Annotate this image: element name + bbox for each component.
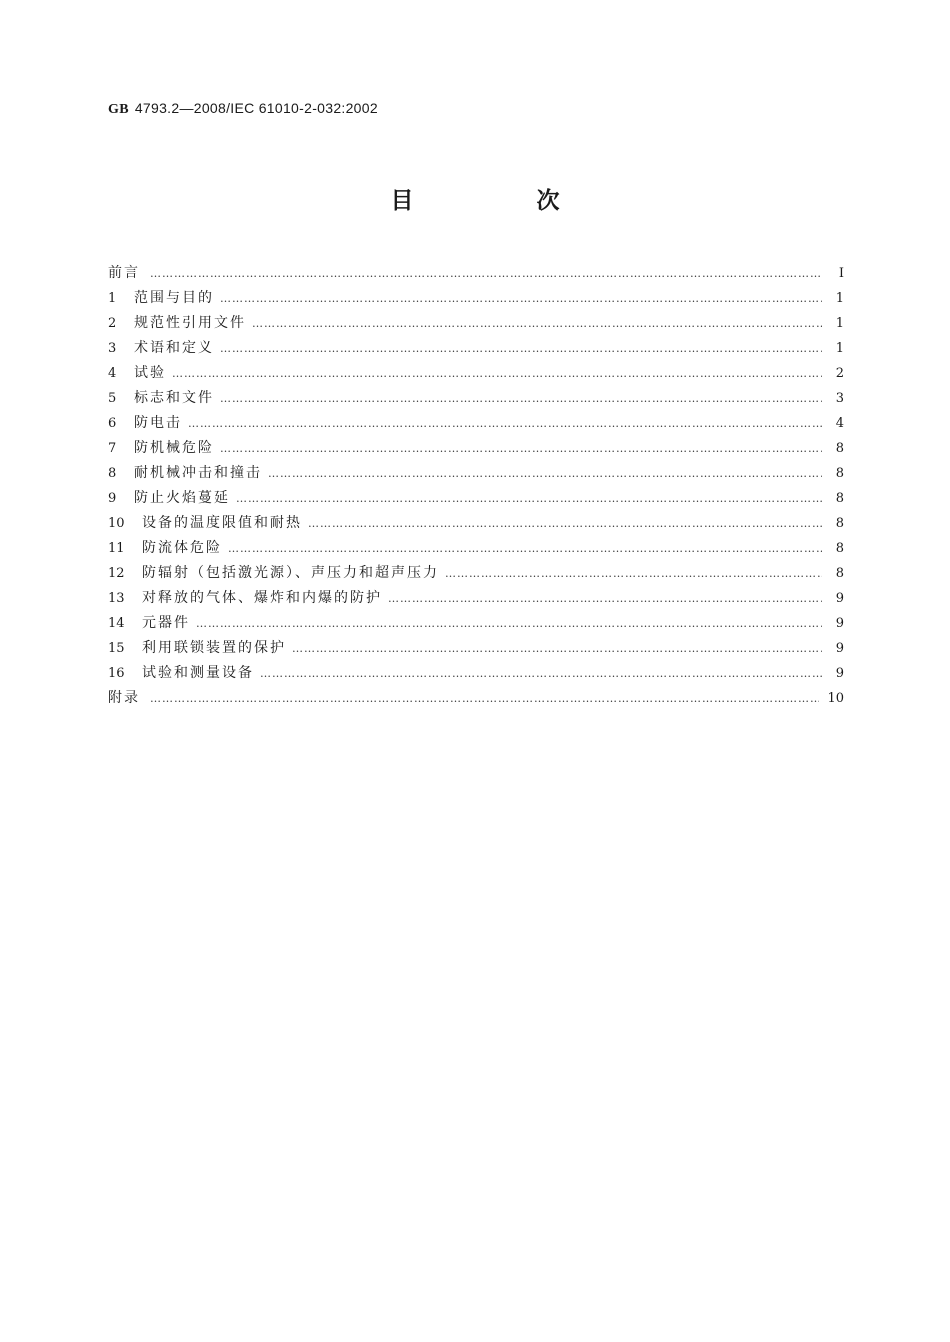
- toc-leader-dots: [220, 442, 822, 455]
- toc-entry[interactable]: [108, 487, 844, 512]
- toc-entry-number: 1: [108, 291, 117, 306]
- toc-entry-label: 元器件: [142, 615, 190, 631]
- toc-entry-page: 8: [835, 466, 844, 481]
- toc-entry-number: 16: [108, 666, 125, 681]
- toc-entry-number: 3: [108, 341, 117, 356]
- toc-entry-page: 8: [835, 566, 844, 581]
- toc-entry[interactable]: [108, 412, 844, 437]
- toc-entry-label: 防电击: [134, 415, 182, 431]
- toc-entry-label: 标志和文件: [134, 390, 214, 406]
- toc-entry-number: 13: [108, 591, 125, 606]
- toc-entry-page: 8: [835, 441, 844, 456]
- toc-entry[interactable]: [108, 512, 844, 537]
- toc-entry-page: 8: [835, 491, 844, 506]
- toc-entry[interactable]: [108, 387, 844, 412]
- toc-entry-number: 15: [108, 641, 125, 656]
- toc-entry-number: 4: [108, 366, 117, 381]
- toc-entry[interactable]: [108, 362, 844, 387]
- toc-entry[interactable]: [108, 537, 844, 562]
- toc-entry[interactable]: [108, 462, 844, 487]
- toc-entry[interactable]: [108, 312, 844, 337]
- standard-prefix: GB: [108, 102, 129, 117]
- toc-entry-page: 9: [835, 641, 844, 656]
- toc-entry[interactable]: [108, 337, 844, 362]
- toc-leader-dots: [252, 317, 822, 330]
- toc-entry-page: 10: [827, 691, 844, 706]
- toc-entry-label: 利用联锁装置的保护: [142, 640, 286, 656]
- toc-entry-page: 1: [835, 316, 844, 331]
- toc-leader-dots: [388, 592, 822, 605]
- toc-leader-dots: [445, 567, 822, 580]
- toc-entry-page: 2: [835, 366, 844, 381]
- toc-entry-page: 1: [835, 291, 844, 306]
- toc-leader-dots: [150, 267, 822, 280]
- toc-leader-dots: [220, 342, 822, 355]
- standard-identifier: [108, 100, 378, 118]
- toc-title: 目 次: [390, 188, 610, 214]
- toc-entry-label: 规范性引用文件: [134, 315, 246, 331]
- toc-entry[interactable]: [108, 612, 844, 637]
- toc-entry-number: 12: [108, 566, 125, 581]
- toc-entry-label: 范围与目的: [134, 290, 214, 306]
- toc-leader-dots: [268, 467, 822, 480]
- toc-entry[interactable]: [108, 287, 844, 312]
- toc-entry[interactable]: [108, 562, 844, 587]
- toc-entry-label: 设备的温度限值和耐热: [142, 515, 302, 531]
- toc-entry[interactable]: [108, 437, 844, 462]
- toc-entry-page: 8: [835, 541, 844, 556]
- toc-entry-page: 3: [835, 391, 844, 406]
- toc-entry-number: 5: [108, 391, 117, 406]
- toc-entry[interactable]: [108, 687, 844, 712]
- toc-entry-number: 10: [108, 516, 125, 531]
- toc-entry-label: 术语和定义: [134, 340, 214, 356]
- toc-entry-label: 试验: [134, 365, 166, 381]
- toc-entry-label: 附录: [108, 690, 140, 706]
- toc-leader-dots: [196, 617, 822, 630]
- toc-leader-dots: [260, 667, 822, 680]
- toc-entry[interactable]: [108, 587, 844, 612]
- toc-entry-label: 试验和测量设备: [142, 665, 254, 681]
- toc-entry-number: 2: [108, 316, 117, 331]
- toc-entry-number: 7: [108, 441, 117, 456]
- standard-number: 4793.2—2008/IEC 61010-2-032:2002: [134, 100, 378, 116]
- toc-entry-page: 9: [835, 666, 844, 681]
- toc-entry-label: 防机械危险: [134, 440, 214, 456]
- toc-entry-label: 防流体危险: [142, 540, 222, 556]
- toc-leader-dots: [228, 542, 822, 555]
- toc-entry-page: 1: [835, 341, 844, 356]
- toc-leader-dots: [150, 692, 819, 705]
- toc-leader-dots: [308, 517, 822, 530]
- toc-entry-page: 9: [835, 591, 844, 606]
- table-of-contents: [108, 262, 844, 712]
- toc-entry-number: 14: [108, 616, 125, 631]
- toc-entry-page: 4: [835, 416, 844, 431]
- toc-entry-page: 8: [835, 516, 844, 531]
- toc-leader-dots: [220, 292, 822, 305]
- toc-entry[interactable]: [108, 662, 844, 687]
- toc-entry-page: I: [838, 266, 844, 281]
- toc-entry-number: 8: [108, 466, 117, 481]
- toc-entry-label: 前言: [108, 265, 140, 281]
- toc-leader-dots: [292, 642, 822, 655]
- toc-leader-dots: [236, 492, 822, 505]
- toc-entry[interactable]: [108, 262, 844, 287]
- toc-entry-label: 对释放的气体、爆炸和内爆的防护: [142, 590, 382, 606]
- toc-entry-number: 11: [108, 541, 125, 556]
- toc-entry-label: 防辐射（包括激光源）、声压力和超声压力: [142, 565, 439, 581]
- toc-entry-number: 6: [108, 416, 117, 431]
- toc-leader-dots: [172, 367, 822, 380]
- toc-entry-page: 9: [835, 616, 844, 631]
- toc-leader-dots: [220, 392, 822, 405]
- toc-entry-label: 防止火焰蔓延: [134, 490, 230, 506]
- toc-entry-number: 9: [108, 491, 117, 506]
- toc-leader-dots: [188, 417, 822, 430]
- toc-entry[interactable]: [108, 637, 844, 662]
- toc-entry-label: 耐机械冲击和撞击: [134, 465, 262, 481]
